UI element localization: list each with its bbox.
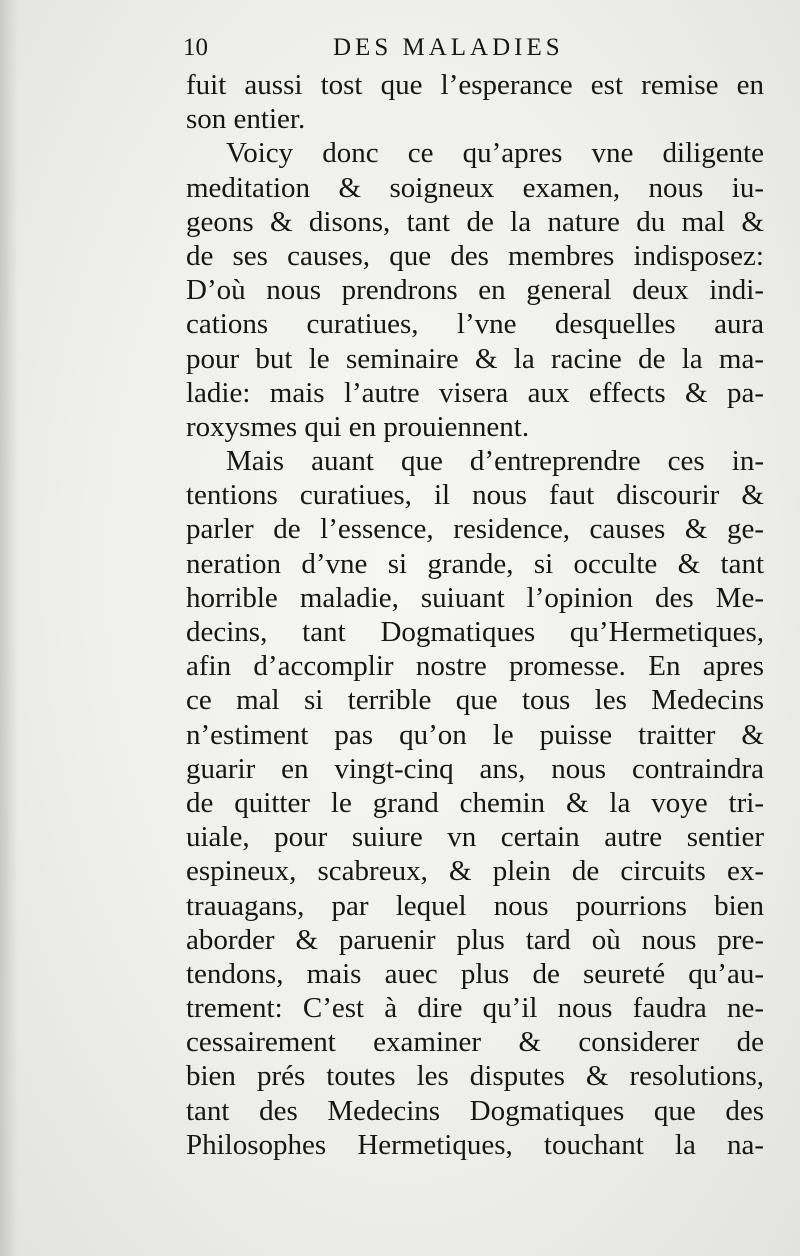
text-line: roxysmes qui en prouiennent. [186,410,530,443]
text-line: pour but le seminaire & la racine de la ma- [186,342,764,375]
text-line: afin d’accomplir nostre promesse. En apres [186,650,764,683]
text-line: n’estiment pas qu’on le puisse traitter & [186,718,764,751]
text-line: tendons, mais auec plus de seureté qu’au- [186,957,764,990]
text-line: ce mal si terrible que tous les Medecins [186,684,764,717]
text-line: Philosophes Hermetiques, touchant la na- [186,1128,764,1161]
text-line: geons & disons, tant de la nature du mal & [186,205,764,238]
text-line: espineux, scabreux, & plein de circuits ex- [186,855,764,888]
text-line: parler de l’essence, residence, causes & ge- [186,513,764,546]
text-line: trement: C’est à dire qu’il nous faudra ne- [186,992,764,1025]
text-line: bien prés toutes les disputes & resolutions, [186,1060,764,1093]
text-line: cessairement examiner & considerer de [186,1026,764,1059]
text-line: de ses causes, que des membres indisposez: [186,239,764,272]
text-line: Mais auant que d’entreprendre ces in- [226,445,764,478]
text-line: de quitter le grand chemin & la voye tri- [186,786,764,819]
text-line: meditation & soigneux examen, nous iu- [186,171,764,204]
text-line: fuit aussi tost que l’esperance est remise en [186,69,764,101]
text-line: neration d’vne si grande, si occulte & tant [186,547,764,580]
text-line: Voicy donc ce qu’apres vne diligente [226,137,764,170]
gutter-shadow [0,0,18,1256]
text-line: son entier. [186,103,306,136]
text-line: tentions curatiues, il nous faut discourir & [186,479,764,512]
text-line: tant des Medecins Dogmatiques que des [186,1094,764,1127]
text-line: cations curatiues, l’vne desquelles aura [186,308,764,341]
body-text [186,68,764,1162]
text-line: trauagans, par lequel nous pourrions bien [186,889,764,922]
text-line: uiale, pour suiure vn certain autre sentier [186,821,764,854]
text-line: guarir en vingt-cinq ans, nous contraindra [186,752,764,785]
page-number: 10 [183,34,208,61]
text-line: D’où nous prendrons en general deux indi- [186,274,764,307]
text-line: aborder & paruenir plus tard où nous pre- [186,923,764,956]
text-line: ladie: mais l’autre visera aux effects & pa- [186,376,764,409]
running-head-title: DES MALADIES [333,34,564,61]
text-line: decins, tant Dogmatiques qu’Hermetiques, [186,616,764,648]
text-line: horrible maladie, suiuant l’opinion des Me- [186,581,764,614]
running-head [183,34,583,70]
